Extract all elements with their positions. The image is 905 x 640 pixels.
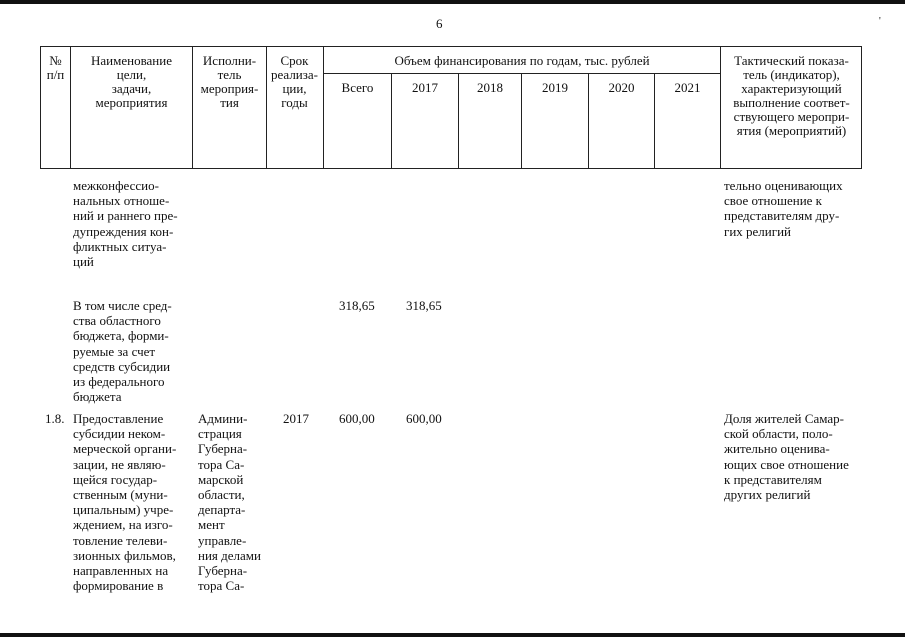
table-top-border (40, 46, 862, 47)
bottom-border-rule (0, 633, 905, 637)
row-measure-name: Предоставление субсидии неком- мерческой органи- зации, не являю- щейся государ- ственным (муни- ципальным) учре- ждением, на изго- товление телеви- зионных фильмов, направленных на формирование в (73, 411, 177, 594)
row-2017-value: 318,65 (406, 298, 442, 313)
row-total-value: 318,65 (339, 298, 375, 313)
header-measure-name: Наименование цели, задачи, мероприятия (91, 53, 172, 110)
header-year: 2017 (412, 80, 438, 95)
header-year: 2020 (608, 80, 635, 95)
header-indicator: Тактический показа- тель (индикатор), характеризующий выполнение соответ- ствующего меропри- ятия (мероприятий) (733, 53, 850, 138)
row-2017-value: 600,00 (406, 411, 442, 426)
header-year: 2021 (674, 80, 701, 95)
corner-mark: ' (879, 16, 881, 27)
row-measure-name: В том числе сред- ства областного бюджета, форми- руемые за счет средств субсидии из федерального бюджета (73, 298, 172, 405)
header-row-number: № п/п (46, 53, 65, 82)
row-executor: Админи- страция Губерна- тора Са- марской области, департа- мент управле- ния делами Губерна- тора Са- (198, 411, 261, 594)
header-executor: Исполни- тель мероприя- тия (200, 53, 259, 110)
header-funding: Объем финансирования по годам, тыс. рублей (394, 53, 650, 68)
row-total-value: 600,00 (339, 411, 375, 426)
row-indicator: тельно оценивающих свое отношение к представителям дру- гих религий (724, 178, 843, 239)
row-indicator: Доля жителей Самар- ской области, поло- жительно оценива- ющих свое отношение к представителям других религий (724, 411, 849, 503)
top-border-rule (0, 0, 905, 4)
header-bottom-border (40, 168, 862, 169)
row-term: 2017 (283, 411, 309, 426)
row-number: 1.8. (45, 411, 65, 426)
header-year: 2018 (477, 80, 503, 95)
header-total: Всего (341, 80, 374, 95)
row-measure-name: межконфессио- нальных отноше- ний и раннего пре- дупреждения кон- фликтных ситуа- ций (73, 178, 178, 270)
page-number: 6 (436, 16, 443, 31)
header-year: 2019 (542, 80, 568, 95)
header-term: Срок реализа- ции, годы (271, 53, 318, 110)
